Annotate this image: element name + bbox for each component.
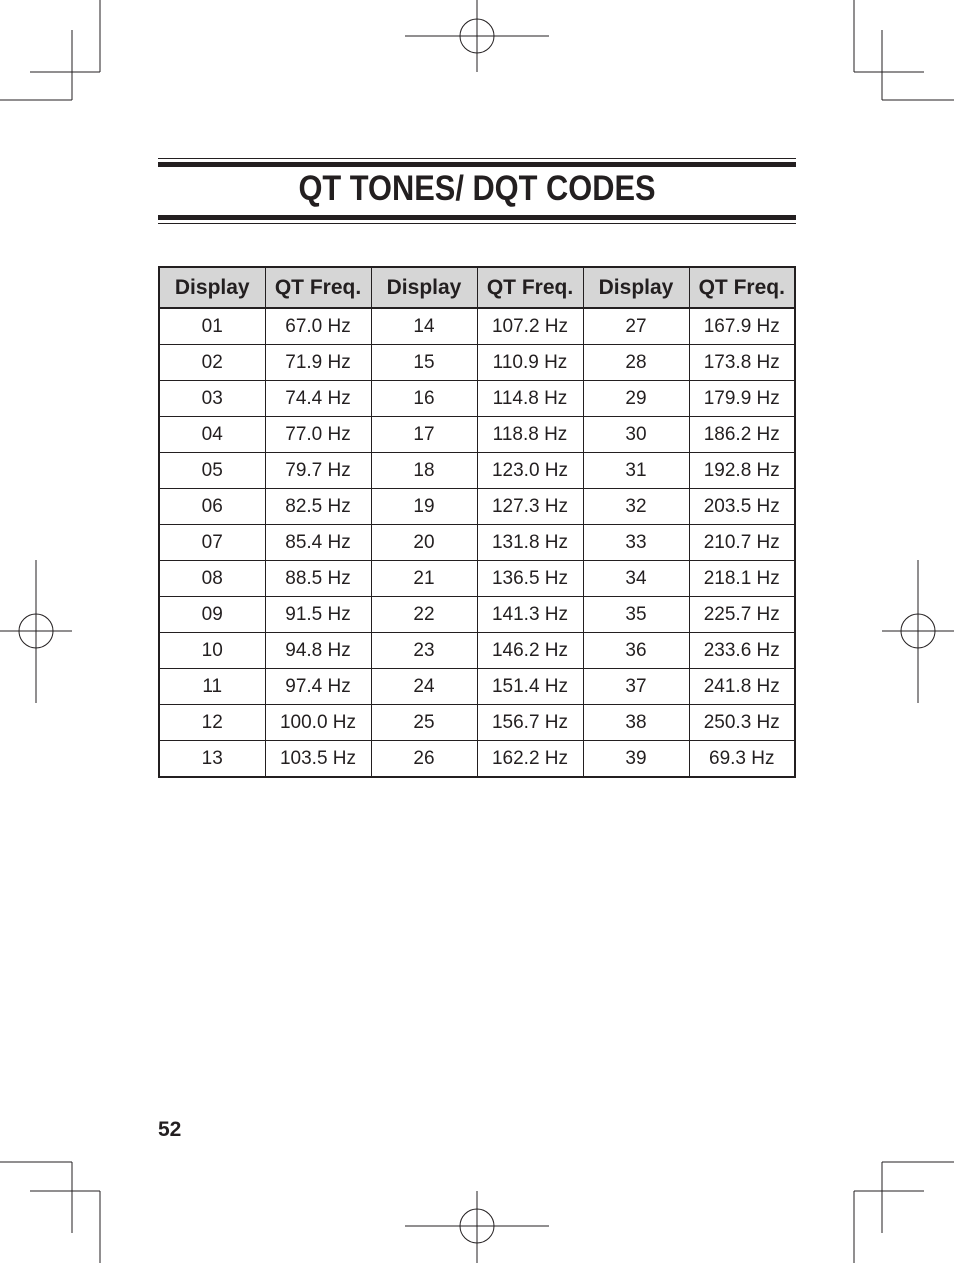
qt-frequency-cell: 103.5 Hz <box>265 741 371 778</box>
qt-frequency-cell: 167.9 Hz <box>689 308 795 345</box>
display-code-cell: 02 <box>159 345 265 381</box>
display-code-cell: 38 <box>583 705 689 741</box>
table-row <box>159 669 795 705</box>
title-rule-bottom-thin <box>158 223 796 224</box>
qt-frequency-cell: 162.2 Hz <box>477 741 583 778</box>
column-header-display: Display <box>159 267 265 308</box>
qt-frequency-cell: 94.8 Hz <box>265 633 371 669</box>
display-code-cell: 19 <box>371 489 477 525</box>
qt-frequency-cell: 74.4 Hz <box>265 381 371 417</box>
display-code-cell: 32 <box>583 489 689 525</box>
table-row <box>159 417 795 453</box>
display-code-cell: 28 <box>583 345 689 381</box>
qt-frequency-cell: 141.3 Hz <box>477 597 583 633</box>
table-row <box>159 381 795 417</box>
column-header-display: Display <box>371 267 477 308</box>
display-code-cell: 13 <box>159 741 265 778</box>
display-code-cell: 33 <box>583 525 689 561</box>
table-row <box>159 453 795 489</box>
table-row <box>159 345 795 381</box>
column-header-qt-freq: QT Freq. <box>265 267 371 308</box>
qt-frequency-cell: 179.9 Hz <box>689 381 795 417</box>
qt-frequency-cell: 151.4 Hz <box>477 669 583 705</box>
table-row <box>159 741 795 778</box>
display-code-cell: 10 <box>159 633 265 669</box>
qt-frequency-cell: 131.8 Hz <box>477 525 583 561</box>
display-code-cell: 25 <box>371 705 477 741</box>
page-title: QT TONES/ DQT CODES <box>298 169 656 208</box>
display-code-cell: 06 <box>159 489 265 525</box>
display-code-cell: 12 <box>159 705 265 741</box>
qt-frequency-cell: 241.8 Hz <box>689 669 795 705</box>
qt-frequency-cell: 79.7 Hz <box>265 453 371 489</box>
title-block <box>158 158 796 224</box>
display-code-cell: 23 <box>371 633 477 669</box>
table-row <box>159 308 795 345</box>
qt-frequency-cell: 77.0 Hz <box>265 417 371 453</box>
qt-frequency-cell: 100.0 Hz <box>265 705 371 741</box>
qt-frequency-cell: 123.0 Hz <box>477 453 583 489</box>
qt-frequency-cell: 192.8 Hz <box>689 453 795 489</box>
page-number: 52 <box>158 1118 182 1141</box>
display-code-cell: 14 <box>371 308 477 345</box>
display-code-cell: 11 <box>159 669 265 705</box>
table-row <box>159 525 795 561</box>
qt-frequency-cell: 233.6 Hz <box>689 633 795 669</box>
qt-frequency-cell: 156.7 Hz <box>477 705 583 741</box>
display-code-cell: 29 <box>583 381 689 417</box>
display-code-cell: 16 <box>371 381 477 417</box>
table-row <box>159 633 795 669</box>
qt-dqt-table <box>158 266 796 778</box>
qt-frequency-cell: 82.5 Hz <box>265 489 371 525</box>
display-code-cell: 37 <box>583 669 689 705</box>
display-code-cell: 22 <box>371 597 477 633</box>
display-code-cell: 08 <box>159 561 265 597</box>
display-code-cell: 18 <box>371 453 477 489</box>
qt-frequency-cell: 210.7 Hz <box>689 525 795 561</box>
display-code-cell: 21 <box>371 561 477 597</box>
display-code-cell: 09 <box>159 597 265 633</box>
display-code-cell: 01 <box>159 308 265 345</box>
qt-frequency-cell: 91.5 Hz <box>265 597 371 633</box>
display-code-cell: 24 <box>371 669 477 705</box>
qt-frequency-cell: 186.2 Hz <box>689 417 795 453</box>
column-header-qt-freq: QT Freq. <box>477 267 583 308</box>
qt-frequency-cell: 127.3 Hz <box>477 489 583 525</box>
qt-frequency-cell: 173.8 Hz <box>689 345 795 381</box>
qt-frequency-cell: 136.5 Hz <box>477 561 583 597</box>
display-code-cell: 31 <box>583 453 689 489</box>
display-code-cell: 27 <box>583 308 689 345</box>
table-row <box>159 561 795 597</box>
qt-frequency-cell: 218.1 Hz <box>689 561 795 597</box>
display-code-cell: 39 <box>583 741 689 778</box>
display-code-cell: 04 <box>159 417 265 453</box>
display-code-cell: 07 <box>159 525 265 561</box>
qt-frequency-cell: 250.3 Hz <box>689 705 795 741</box>
display-code-cell: 20 <box>371 525 477 561</box>
qt-frequency-cell: 69.3 Hz <box>689 741 795 778</box>
qt-frequency-cell: 67.0 Hz <box>265 308 371 345</box>
display-code-cell: 35 <box>583 597 689 633</box>
column-header-qt-freq: QT Freq. <box>689 267 795 308</box>
display-code-cell: 17 <box>371 417 477 453</box>
qt-frequency-cell: 107.2 Hz <box>477 308 583 345</box>
table-body <box>159 308 795 777</box>
display-code-cell: 15 <box>371 345 477 381</box>
display-code-cell: 03 <box>159 381 265 417</box>
display-code-cell: 05 <box>159 453 265 489</box>
qt-frequency-cell: 118.8 Hz <box>477 417 583 453</box>
table-header-row <box>159 267 795 308</box>
display-code-cell: 26 <box>371 741 477 778</box>
display-code-cell: 30 <box>583 417 689 453</box>
display-code-cell: 36 <box>583 633 689 669</box>
qt-frequency-cell: 71.9 Hz <box>265 345 371 381</box>
table-row <box>159 597 795 633</box>
qt-frequency-cell: 114.8 Hz <box>477 381 583 417</box>
display-code-cell: 34 <box>583 561 689 597</box>
qt-frequency-cell: 146.2 Hz <box>477 633 583 669</box>
qt-frequency-cell: 85.4 Hz <box>265 525 371 561</box>
qt-frequency-cell: 110.9 Hz <box>477 345 583 381</box>
qt-frequency-cell: 97.4 Hz <box>265 669 371 705</box>
table-row <box>159 489 795 525</box>
qt-frequency-cell: 225.7 Hz <box>689 597 795 633</box>
qt-frequency-cell: 88.5 Hz <box>265 561 371 597</box>
qt-frequency-cell: 203.5 Hz <box>689 489 795 525</box>
column-header-display: Display <box>583 267 689 308</box>
table-row <box>159 705 795 741</box>
